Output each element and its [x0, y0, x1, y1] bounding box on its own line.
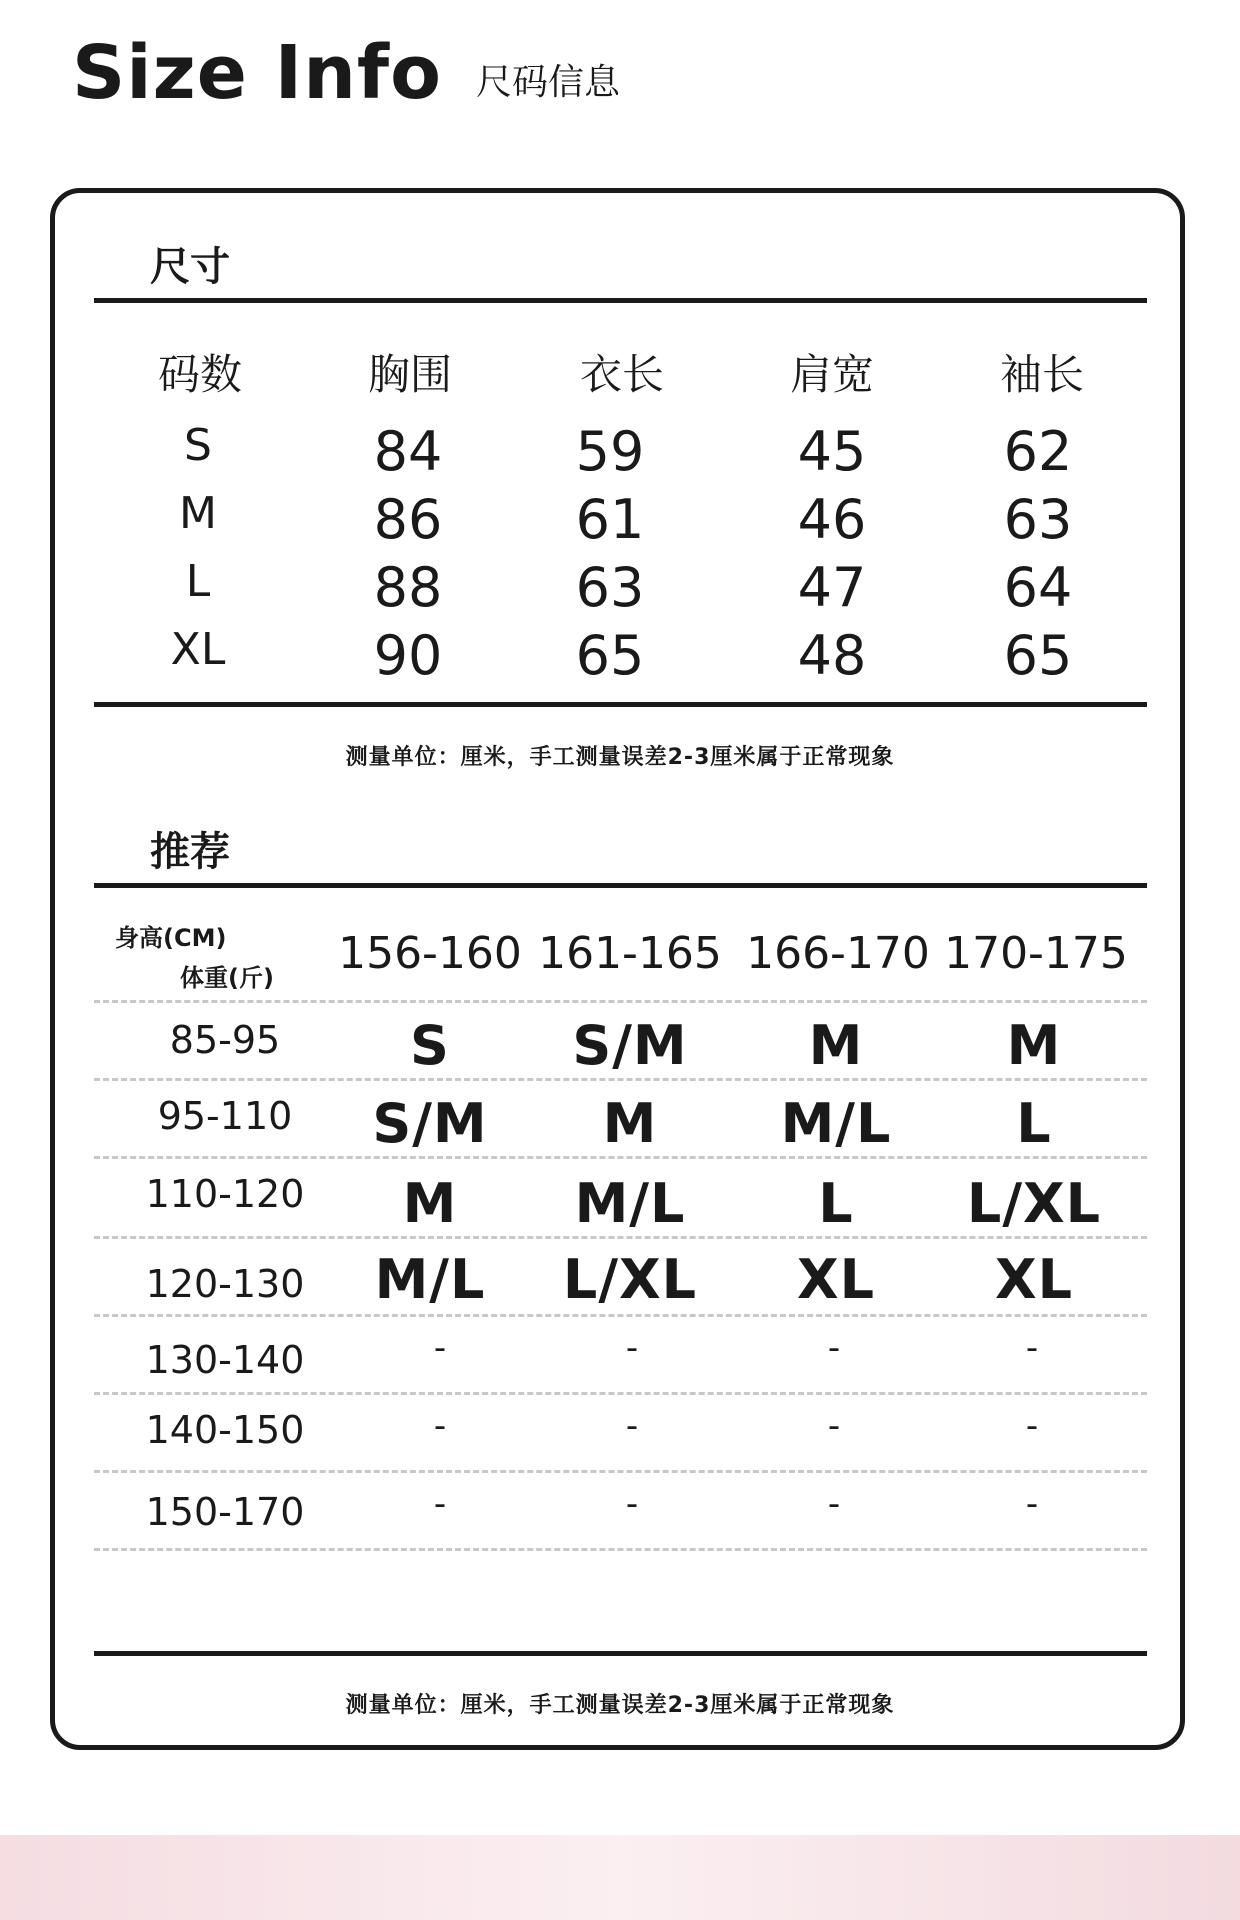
recommended-size: -	[433, 1328, 447, 1368]
measurement-note: 测量单位：厘米，手工测量误差2-3厘米属于正常现象	[345, 1693, 895, 1718]
size-col-header: 衣长	[579, 350, 665, 399]
weight-row-label: 85-95	[169, 1018, 281, 1062]
recommend-section-heading: 推荐	[150, 829, 230, 875]
weight-row-label: 120-130	[145, 1262, 305, 1306]
row-divider	[94, 1314, 1147, 1317]
weight-axis-label: 体重(斤)	[180, 964, 274, 992]
size-cell: 47	[797, 556, 867, 619]
weight-row-label: 110-120	[145, 1172, 305, 1216]
size-table-bottom-rule	[94, 702, 1147, 707]
title-english: Size Info	[72, 30, 442, 116]
recommended-size: L/XL	[966, 1172, 1102, 1235]
recommended-size: M/L	[574, 1172, 686, 1235]
recommended-size: M	[1006, 1014, 1062, 1077]
row-divider	[94, 1078, 1147, 1081]
weight-row-label: 130-140	[145, 1338, 305, 1382]
row-divider	[94, 1236, 1147, 1239]
row-divider	[94, 1392, 1147, 1395]
size-cell: 63	[1003, 488, 1073, 551]
size-col-header: 胸围	[367, 350, 453, 399]
size-col-header: 码数	[157, 350, 243, 399]
recommended-size: -	[625, 1484, 639, 1524]
size-cell: 62	[1003, 420, 1073, 483]
recommended-size: XL	[994, 1248, 1074, 1311]
recommended-size: S	[410, 1014, 450, 1077]
size-cell: S	[184, 420, 212, 471]
size-cell: 63	[575, 556, 645, 619]
height-col-header: 166-170	[746, 928, 930, 979]
size-cell: 90	[373, 624, 443, 687]
recommended-size: XL	[796, 1248, 876, 1311]
recommended-size: -	[1025, 1406, 1039, 1446]
size-cell: XL	[170, 624, 226, 675]
recommended-size: M	[602, 1092, 658, 1155]
measurement-note: 测量单位：厘米，手工测量误差2-3厘米属于正常现象	[345, 745, 895, 770]
recommended-size: M	[402, 1172, 458, 1235]
height-axis-label: 身高(CM)	[115, 924, 227, 952]
recommended-size: -	[827, 1328, 841, 1368]
size-cell: 88	[373, 556, 443, 619]
size-cell: L	[185, 556, 211, 607]
size-table-top-rule	[94, 298, 1147, 303]
title-chinese: 尺码信息	[475, 62, 620, 103]
bottom-decorative-band	[0, 1835, 1240, 1920]
recommended-size: L/XL	[562, 1248, 698, 1311]
size-cell: 86	[373, 488, 443, 551]
weight-row-label: 140-150	[145, 1408, 305, 1452]
size-col-header: 袖长	[999, 350, 1085, 399]
recommended-size: -	[625, 1328, 639, 1368]
size-cell: 59	[575, 420, 645, 483]
size-cell: 65	[575, 624, 645, 687]
recommended-size: L	[1016, 1092, 1052, 1155]
recommended-size: -	[625, 1406, 639, 1446]
size-cell: M	[179, 488, 217, 539]
recommended-size: S/M	[372, 1092, 488, 1155]
row-divider	[94, 1000, 1147, 1003]
recommended-size: -	[433, 1484, 447, 1524]
recommend-table-top-rule	[94, 883, 1147, 888]
size-cell: 45	[797, 420, 867, 483]
height-col-header: 170-175	[944, 928, 1128, 979]
height-col-header: 156-160	[338, 928, 522, 979]
recommended-size: M/L	[374, 1248, 486, 1311]
row-divider	[94, 1548, 1147, 1551]
size-cell: 64	[1003, 556, 1073, 619]
size-section-heading: 尺寸	[150, 244, 230, 290]
size-cell: 65	[1003, 624, 1073, 687]
recommended-size: M/L	[780, 1092, 892, 1155]
size-cell: 48	[797, 624, 867, 687]
weight-row-label: 95-110	[157, 1094, 293, 1138]
recommended-size: S/M	[572, 1014, 688, 1077]
row-divider	[94, 1470, 1147, 1473]
recommended-size: M	[808, 1014, 864, 1077]
size-cell: 61	[575, 488, 645, 551]
recommended-size: -	[827, 1484, 841, 1524]
size-col-header: 肩宽	[789, 350, 875, 399]
row-divider	[94, 1156, 1147, 1159]
page-title	[72, 30, 620, 116]
recommended-size: L	[818, 1172, 854, 1235]
recommended-size: -	[827, 1406, 841, 1446]
recommended-size: -	[433, 1406, 447, 1446]
recommended-size: -	[1025, 1484, 1039, 1524]
recommend-table-bottom-rule	[94, 1651, 1147, 1656]
size-cell: 84	[373, 420, 443, 483]
recommended-size: -	[1025, 1328, 1039, 1368]
size-cell: 46	[797, 488, 867, 551]
weight-row-label: 150-170	[145, 1490, 305, 1534]
height-col-header: 161-165	[538, 928, 722, 979]
